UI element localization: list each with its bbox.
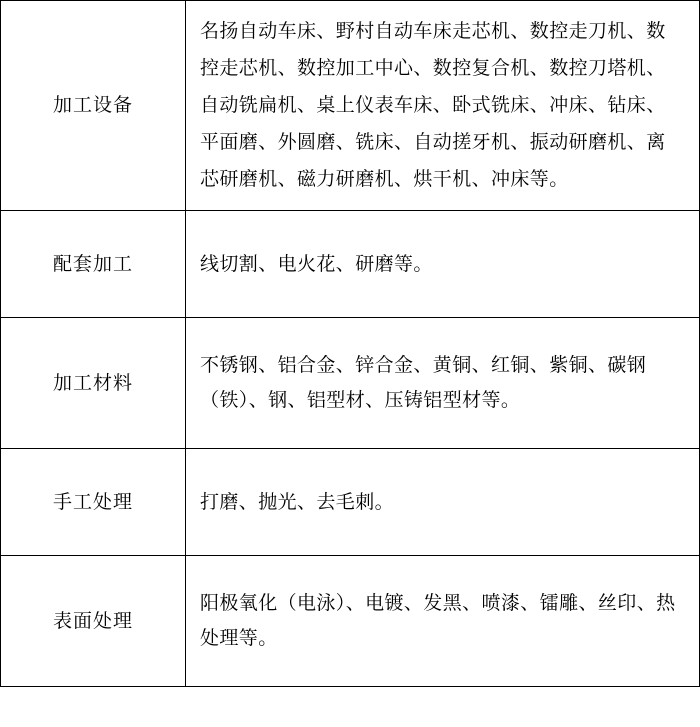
table-body <box>1 1 700 687</box>
row-label-manual-treatment: 手工处理 <box>1 449 186 556</box>
row-value-text: 打磨、抛光、去毛刺。 <box>200 491 395 513</box>
row-label-processing-equipment: 加工设备 <box>1 1 186 211</box>
row-label-support-processing: 配套加工 <box>1 211 186 318</box>
row-value-manual-treatment <box>186 449 700 556</box>
table-row <box>1 556 700 687</box>
row-value-text: 不锈钢、铝合金、锌合金、黄铜、红铜、紫铜、碳钢（铁）、钢、铝型材、压铸铝型材等。 <box>200 354 647 412</box>
row-value-surface-treatment <box>186 556 700 687</box>
row-value-text: 名扬自动车床、野村自动车床走芯机、数控走刀机、数控走芯机、数控加工中心、数控复合机、数控刀塔机、自动铣扁机、桌上仪表车床、卧式铣床、冲床、钻床、平面磨、外圆磨、铣床、自动搓牙机、振动研磨机、离芯研磨机、磁力研磨机、烘干机、冲床等。 <box>200 21 666 191</box>
row-value-processing-material <box>186 318 700 449</box>
row-value-text: 线切割、电火花、研磨等。 <box>200 253 433 275</box>
row-label-surface-treatment: 表面处理 <box>1 556 186 687</box>
row-value-text: 阳极氧化（电泳）、电镀、发黑、喷漆、镭雕、丝印、热处理等。 <box>200 592 676 650</box>
row-value-processing-equipment <box>186 1 700 211</box>
row-value-support-processing <box>186 211 700 318</box>
table-row <box>1 211 700 318</box>
table-row <box>1 1 700 211</box>
table-row <box>1 318 700 449</box>
table-row <box>1 449 700 556</box>
row-label-processing-material: 加工材料 <box>1 318 186 449</box>
